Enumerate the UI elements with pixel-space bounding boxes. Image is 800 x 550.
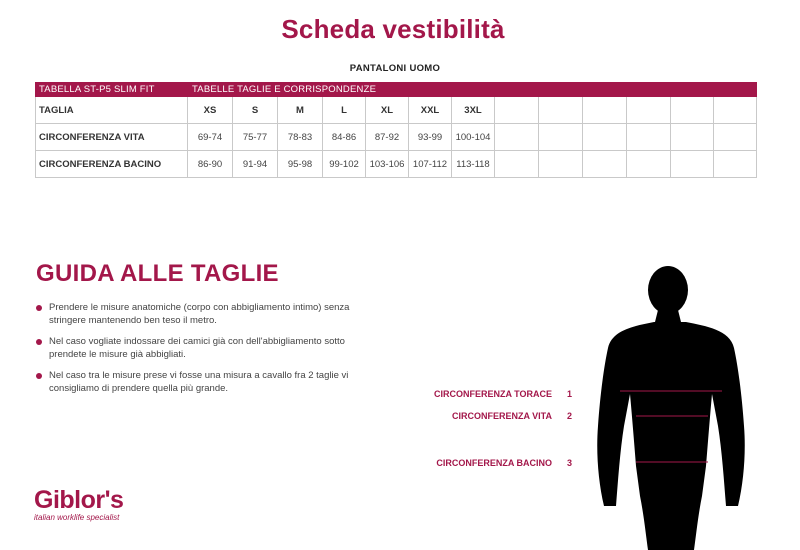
empty-cell xyxy=(671,124,714,151)
table-cell: 78-83 xyxy=(278,124,323,151)
empty-cell xyxy=(495,97,539,124)
measure-number: 2 xyxy=(566,411,572,421)
list-item xyxy=(36,336,376,361)
empty-cell xyxy=(539,97,583,124)
table-cell: 103-106 xyxy=(366,151,409,178)
bullet-icon xyxy=(36,339,42,345)
empty-cell xyxy=(495,124,539,151)
tips-list xyxy=(36,302,376,404)
measure-number: 1 xyxy=(566,389,572,399)
table-row xyxy=(36,97,757,124)
body-silhouette-icon xyxy=(590,266,760,550)
measure-number: 3 xyxy=(566,458,572,468)
tip-text: Nel caso vogliate indossare dei camici già con dell'abbigliamento sotto prendete le misure già abbigliati. xyxy=(49,336,345,360)
empty-cell xyxy=(627,97,671,124)
table-cell: 91-94 xyxy=(233,151,278,178)
guide-title: GUIDA ALLE TAGLIE xyxy=(36,260,279,287)
empty-cell xyxy=(539,124,583,151)
bullet-icon xyxy=(36,373,42,379)
empty-cell xyxy=(671,97,714,124)
brand-logo xyxy=(34,486,123,522)
bullet-icon xyxy=(36,305,42,311)
empty-cell xyxy=(583,97,627,124)
table-cell: 107-112 xyxy=(409,151,452,178)
empty-cell xyxy=(671,151,714,178)
table-cell: S xyxy=(233,97,278,124)
table-cell: XS xyxy=(188,97,233,124)
empty-cell xyxy=(714,97,757,124)
row-label: CIRCONFERENZA VITA xyxy=(36,124,188,151)
table-subtitle: PANTALONI UOMO xyxy=(349,63,441,74)
table-cell: 99-102 xyxy=(323,151,366,178)
table-header-right: TABELLE TAGLIE E CORRISPONDENZE xyxy=(188,83,757,97)
row-label: CIRCONFERENZA BACINO xyxy=(36,151,188,178)
table-cell: 86-90 xyxy=(188,151,233,178)
empty-cell xyxy=(714,151,757,178)
list-item xyxy=(36,370,376,395)
table-row xyxy=(36,124,757,151)
table-cell: XXL xyxy=(409,97,452,124)
table-cell: M xyxy=(278,97,323,124)
table-cell: XL xyxy=(366,97,409,124)
table-cell: 3XL xyxy=(452,97,495,124)
measure-text: CIRCONFERENZA BACINO xyxy=(436,458,552,468)
table-header-left: TABELLA ST-P5 SLIM FIT xyxy=(36,83,188,97)
tip-text: Nel caso tra le misure prese vi fosse una misura a cavallo fra 2 taglie vi consigliamo di prendere quella più grande. xyxy=(49,370,349,394)
table-cell: L xyxy=(323,97,366,124)
empty-cell xyxy=(539,151,583,178)
table-header-row xyxy=(36,83,757,97)
table-cell: 69-74 xyxy=(188,124,233,151)
empty-cell xyxy=(714,124,757,151)
measure-label-waist xyxy=(352,411,572,421)
measure-label-chest xyxy=(352,389,572,399)
row-label: TAGLIA xyxy=(36,97,188,124)
size-table xyxy=(35,82,757,178)
measure-text: CIRCONFERENZA VITA xyxy=(452,411,552,421)
list-item xyxy=(36,302,376,327)
table-row xyxy=(36,151,757,178)
measure-label-hip xyxy=(352,458,572,468)
table-cell: 100-104 xyxy=(452,124,495,151)
table-cell: 87-92 xyxy=(366,124,409,151)
tip-text: Prendere le misure anatomiche (corpo con abbigliamento intimo) senza stringere mantenendo ben teso il metro. xyxy=(49,302,350,326)
table-cell: 113-118 xyxy=(452,151,495,178)
empty-cell xyxy=(583,151,627,178)
brand-tagline: italian worklife specialist xyxy=(34,513,120,522)
measure-text: CIRCONFERENZA TORACE xyxy=(433,389,552,399)
page-title: Scheda vestibilità xyxy=(281,14,505,44)
table-cell: 95-98 xyxy=(278,151,323,178)
table-cell: 84-86 xyxy=(323,124,366,151)
table-cell: 75-77 xyxy=(233,124,278,151)
empty-cell xyxy=(495,151,539,178)
brand-name: Giblor's xyxy=(34,486,124,514)
table-cell: 93-99 xyxy=(409,124,452,151)
empty-cell xyxy=(627,151,671,178)
empty-cell xyxy=(627,124,671,151)
empty-cell xyxy=(583,124,627,151)
